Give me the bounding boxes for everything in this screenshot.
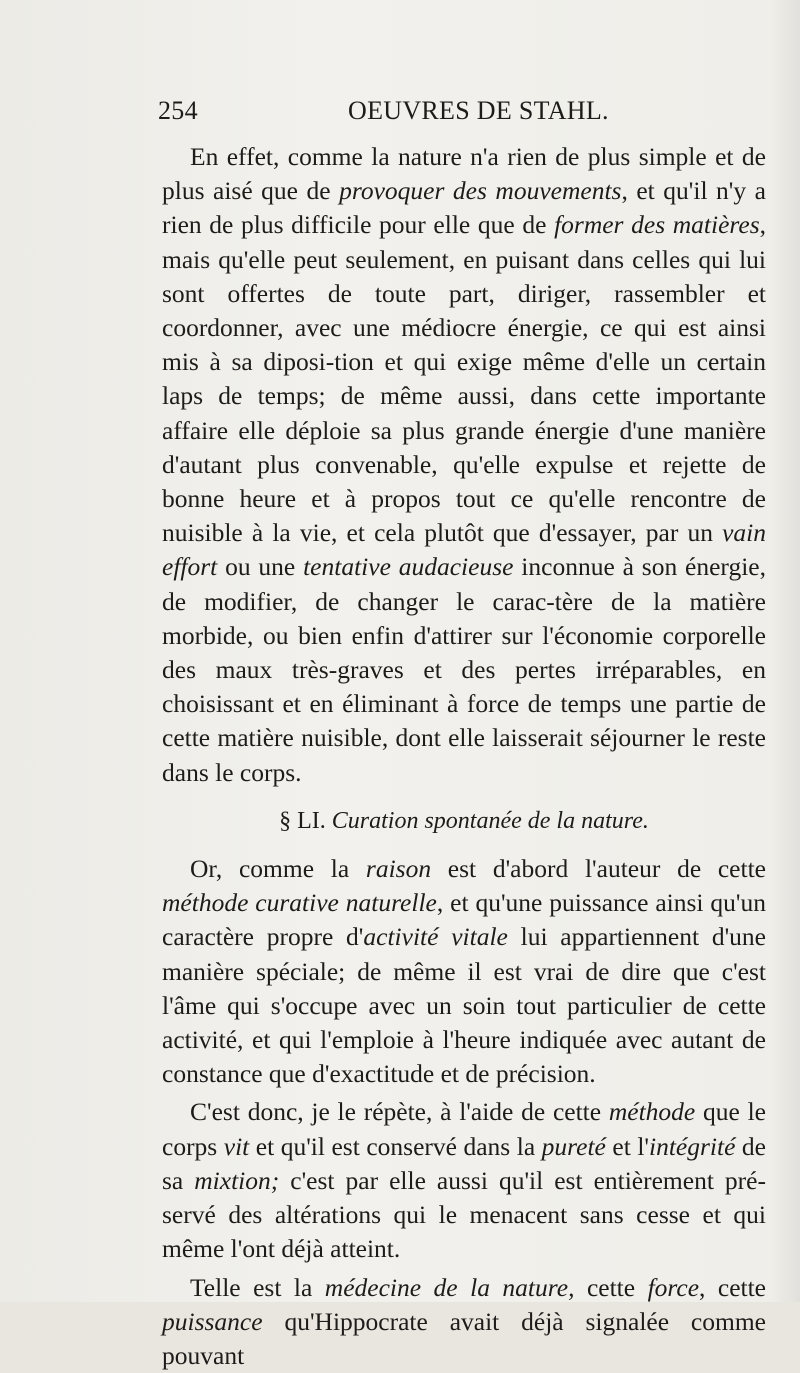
running-head: OEUVRES DE STAHL. <box>348 96 609 126</box>
text-run: et qu'il est conservé dans la <box>249 1132 541 1161</box>
italic-run: Curation spontanée de la nature. <box>332 808 649 834</box>
paragraph <box>162 1271 766 1373</box>
text-run: c'est par elle aussi qu'il est entièrement pré-servé des altérations qui le menacent sans cesse et qui même l'ont déjà atteint. <box>162 1166 766 1263</box>
italic-run: méthode <box>609 1097 695 1126</box>
page-number: 254 <box>158 96 198 126</box>
italic-run: former des matières <box>554 210 760 239</box>
italic-run: intégrité <box>649 1132 735 1161</box>
text-run: et l' <box>606 1132 649 1161</box>
italic-run: force <box>648 1273 699 1302</box>
italic-run: médecine de la nature, <box>325 1273 575 1302</box>
text-run: cette <box>574 1273 647 1302</box>
paragraph <box>162 1095 766 1266</box>
text-run: , et qu'il n'y a rien de plus difficile pour elle que de <box>162 176 766 239</box>
italic-run: puissance <box>162 1307 263 1336</box>
italic-run: provoquer des mouvements <box>339 176 621 205</box>
page-header <box>158 96 770 130</box>
text-run: inconnue à son énergie, de modifier, de changer le carac-tère de la matière morbide, ou bien enfin d'attirer sur l'économie corporelle des maux très-graves et des pertes irréparables, en choisissant et en éliminant à force de temps une partie de cette matière nuisible, dont elle laisserait séjourner le reste dans le corps. <box>162 552 766 786</box>
italic-run: vain effort <box>162 518 766 581</box>
text-run: Telle est la <box>190 1273 325 1302</box>
text-run: En effet, comme la nature n'a rien de plus simple et de plus aisé que de <box>162 142 766 205</box>
section-heading <box>162 804 766 838</box>
text-run: qu'Hippocrate avait déjà signalée comme pouvant <box>162 1307 766 1370</box>
italic-run: activité vitale <box>363 922 507 951</box>
page-edge-shadow <box>770 0 800 1302</box>
italic-run: pureté <box>542 1132 606 1161</box>
text-run: que le corps <box>162 1097 766 1160</box>
italic-run: mixtion; <box>194 1166 279 1195</box>
text-run: , mais qu'elle peut seulement, en puisant dans celles qui lui sont offertes de toute part, diriger, rassembler et coordonner, avec une médiocre énergie, ce qui est ainsi mis à sa diposi-tion et qui exige même d'elle un certain laps de temps; de même aussi, dans cette importante affaire elle déploie sa plus grande énergie d'une manière d'autant plus convenable, qu'elle expulse et rejette de bonne heure et à propos tout ce qu'elle rencontre de nuisible à la vie, et cela plutôt que d'essayer, par un <box>162 210 766 547</box>
text-run: ou une <box>217 552 303 581</box>
text-run: est d'abord l'auteur de cette <box>431 854 766 883</box>
text-run: de sa <box>162 1132 766 1195</box>
italic-run: méthode curative naturelle <box>162 888 437 917</box>
text-run: , cette <box>699 1273 766 1302</box>
page-body <box>162 140 766 1373</box>
paragraph <box>162 852 766 1091</box>
italic-run: tentative audacieuse <box>303 552 513 581</box>
paragraph <box>162 140 766 790</box>
text-run: Or, comme la <box>190 854 366 883</box>
text-run: lui appartiennent d'une manière spéciale; de même il est vrai de dire que c'est l'âme qui s'occupe avec un soin tout particulier de cette activité, et qui l'emploie à l'heure indiquée avec autant de constance que d'exactitude et de précision. <box>162 922 766 1088</box>
italic-run: vit <box>224 1132 250 1161</box>
text-run: , et qu'une puissance ainsi qu'un caractère propre d' <box>162 888 766 951</box>
italic-run: raison <box>366 854 431 883</box>
text-run: § LI. <box>279 808 332 834</box>
text-run: C'est donc, je le répète, à l'aide de cette <box>190 1097 609 1126</box>
